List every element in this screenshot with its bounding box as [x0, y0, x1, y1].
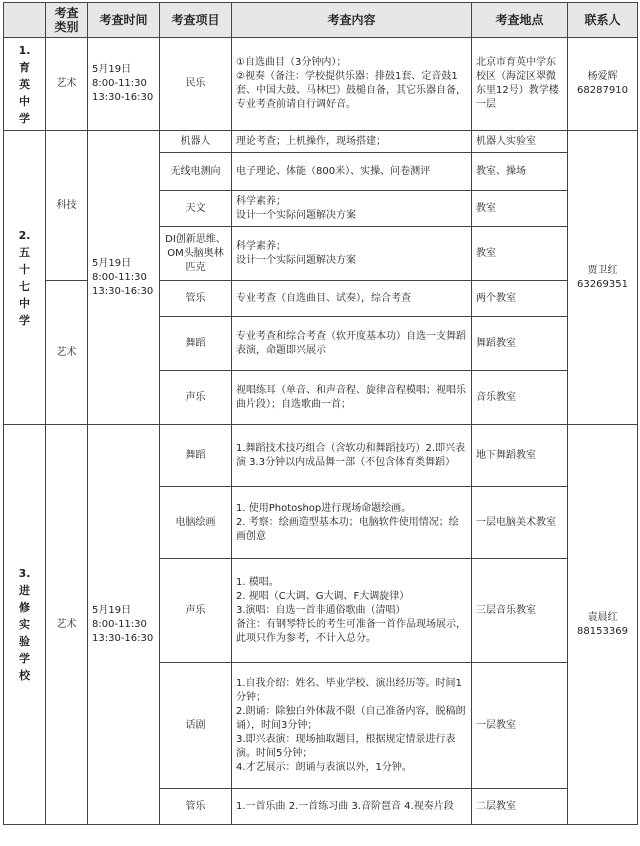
item-cell: 电脑绘画: [160, 487, 232, 559]
content-cell: 1.舞蹈技术技巧组合（含软功和舞蹈技巧）2.即兴表演 3.3分钟以内成品舞一部（不包含体育类舞蹈）: [232, 425, 472, 487]
item-cell: 舞蹈: [160, 425, 232, 487]
content-cell: 1. 使用Photoshop进行现场命题绘画。 2. 考察：绘画造型基本功；电脑软件使用情况；绘画创意: [232, 487, 472, 559]
location-cell: 北京市育英中学东校区（海淀区翠微东里12号）教学楼一层: [472, 38, 568, 131]
location-cell: 三层音乐教室: [472, 559, 568, 663]
content-cell: ①自选曲目（3分钟内）； ②视奏（备注：学校提供乐器：排鼓1套、定音鼓1套、中国大鼓、马林巴）鼓槌自备，其它乐器自备，专业考查前请自行调好音。: [232, 38, 472, 131]
location-cell: 教室: [472, 227, 568, 281]
item-cell: 管乐: [160, 789, 232, 825]
table-row: [4, 38, 638, 131]
item-cell: 天文: [160, 191, 232, 227]
content-cell: 1.自我介绍：姓名、毕业学校、演出经历等。时间1分钟； 2.朗诵：除独白外体裁不限（自己准备内容，脱稿朗诵），时间3分钟； 3.即兴表演：现场抽取题目，根据规定情景进行表演。时间5分钟； 4.才艺展示：朗诵与表演以外，1分钟。: [232, 663, 472, 789]
category-cell: 艺术: [46, 425, 88, 825]
contact-cell: 贾卫红 63269351: [568, 131, 638, 425]
contact-cell: 袁晨红 88153369: [568, 425, 638, 825]
table-row: [4, 131, 638, 153]
item-cell: 话剧: [160, 663, 232, 789]
content-cell: 科学素养； 设计一个实际问题解决方案: [232, 227, 472, 281]
category-cell: 艺术: [46, 38, 88, 131]
header-location: 考查地点: [472, 3, 568, 38]
item-cell: 管乐: [160, 281, 232, 317]
school-name: 3. 进 修 实 验 学 校: [4, 425, 46, 825]
location-cell: 两个教室: [472, 281, 568, 317]
content-cell: 专业考查（自选曲目、试奏），综合考查: [232, 281, 472, 317]
header-row: [4, 3, 638, 38]
header-school: [4, 3, 46, 38]
header-time: 考查时间: [88, 3, 160, 38]
content-cell: 1. 模唱。 2. 视唱（C大调、G大调、F大调旋律） 3.演唱：自选一首非通俗歌曲（清唱） 备注：有钢琴特长的考生可准备一首作品现场展示，此项只作为参考，不计入总分。: [232, 559, 472, 663]
location-cell: 地下舞蹈教室: [472, 425, 568, 487]
header-item: 考查项目: [160, 3, 232, 38]
content-cell: 科学素养； 设计一个实际问题解决方案: [232, 191, 472, 227]
item-cell: 无线电测向: [160, 153, 232, 191]
category-cell: 艺术: [46, 281, 88, 425]
table-row: [4, 425, 638, 487]
item-cell: 声乐: [160, 371, 232, 425]
location-cell: 音乐教室: [472, 371, 568, 425]
location-cell: 教室、操场: [472, 153, 568, 191]
content-cell: 视唱练耳（单音、和声音程、旋律音程模唱；视唱乐曲片段）；自选歌曲一首；: [232, 371, 472, 425]
header-contact: 联系人: [568, 3, 638, 38]
contact-cell: 杨爱辉 68287910: [568, 38, 638, 131]
location-cell: 机器人实验室: [472, 131, 568, 153]
time-cell: 5月19日 8:00-11:30 13:30-16:30: [88, 131, 160, 425]
time-cell: 5月19日 8:00-11:30 13:30-16:30: [88, 38, 160, 131]
location-cell: 舞蹈教室: [472, 317, 568, 371]
content-cell: 理论考查；上机操作，现场搭建；: [232, 131, 472, 153]
location-cell: 二层教室: [472, 789, 568, 825]
item-cell: 机器人: [160, 131, 232, 153]
location-cell: 一层电脑美术教室: [472, 487, 568, 559]
content-cell: 专业考查和综合考查（软开度基本功）自选一支舞蹈表演，命题即兴展示: [232, 317, 472, 371]
category-cell: 科技: [46, 131, 88, 281]
location-cell: 一层教室: [472, 663, 568, 789]
time-cell: 5月19日 8:00-11:30 13:30-16:30: [88, 425, 160, 825]
school-name: 2. 五 十 七 中 学: [4, 131, 46, 425]
content-cell: 电子理论、体能（800米）、实操、问卷测评: [232, 153, 472, 191]
item-cell: 民乐: [160, 38, 232, 131]
school-name: 1. 育 英 中 学: [4, 38, 46, 131]
location-cell: 教室: [472, 191, 568, 227]
exam-schedule-table: [3, 2, 638, 825]
header-category: 考查类别: [46, 3, 88, 38]
item-cell: 舞蹈: [160, 317, 232, 371]
content-cell: 1.一首乐曲 2.一首练习曲 3.音阶琶音 4.视奏片段: [232, 789, 472, 825]
item-cell: DI创新思维、OM头脑奥林匹克: [160, 227, 232, 281]
item-cell: 声乐: [160, 559, 232, 663]
header-content: 考查内容: [232, 3, 472, 38]
